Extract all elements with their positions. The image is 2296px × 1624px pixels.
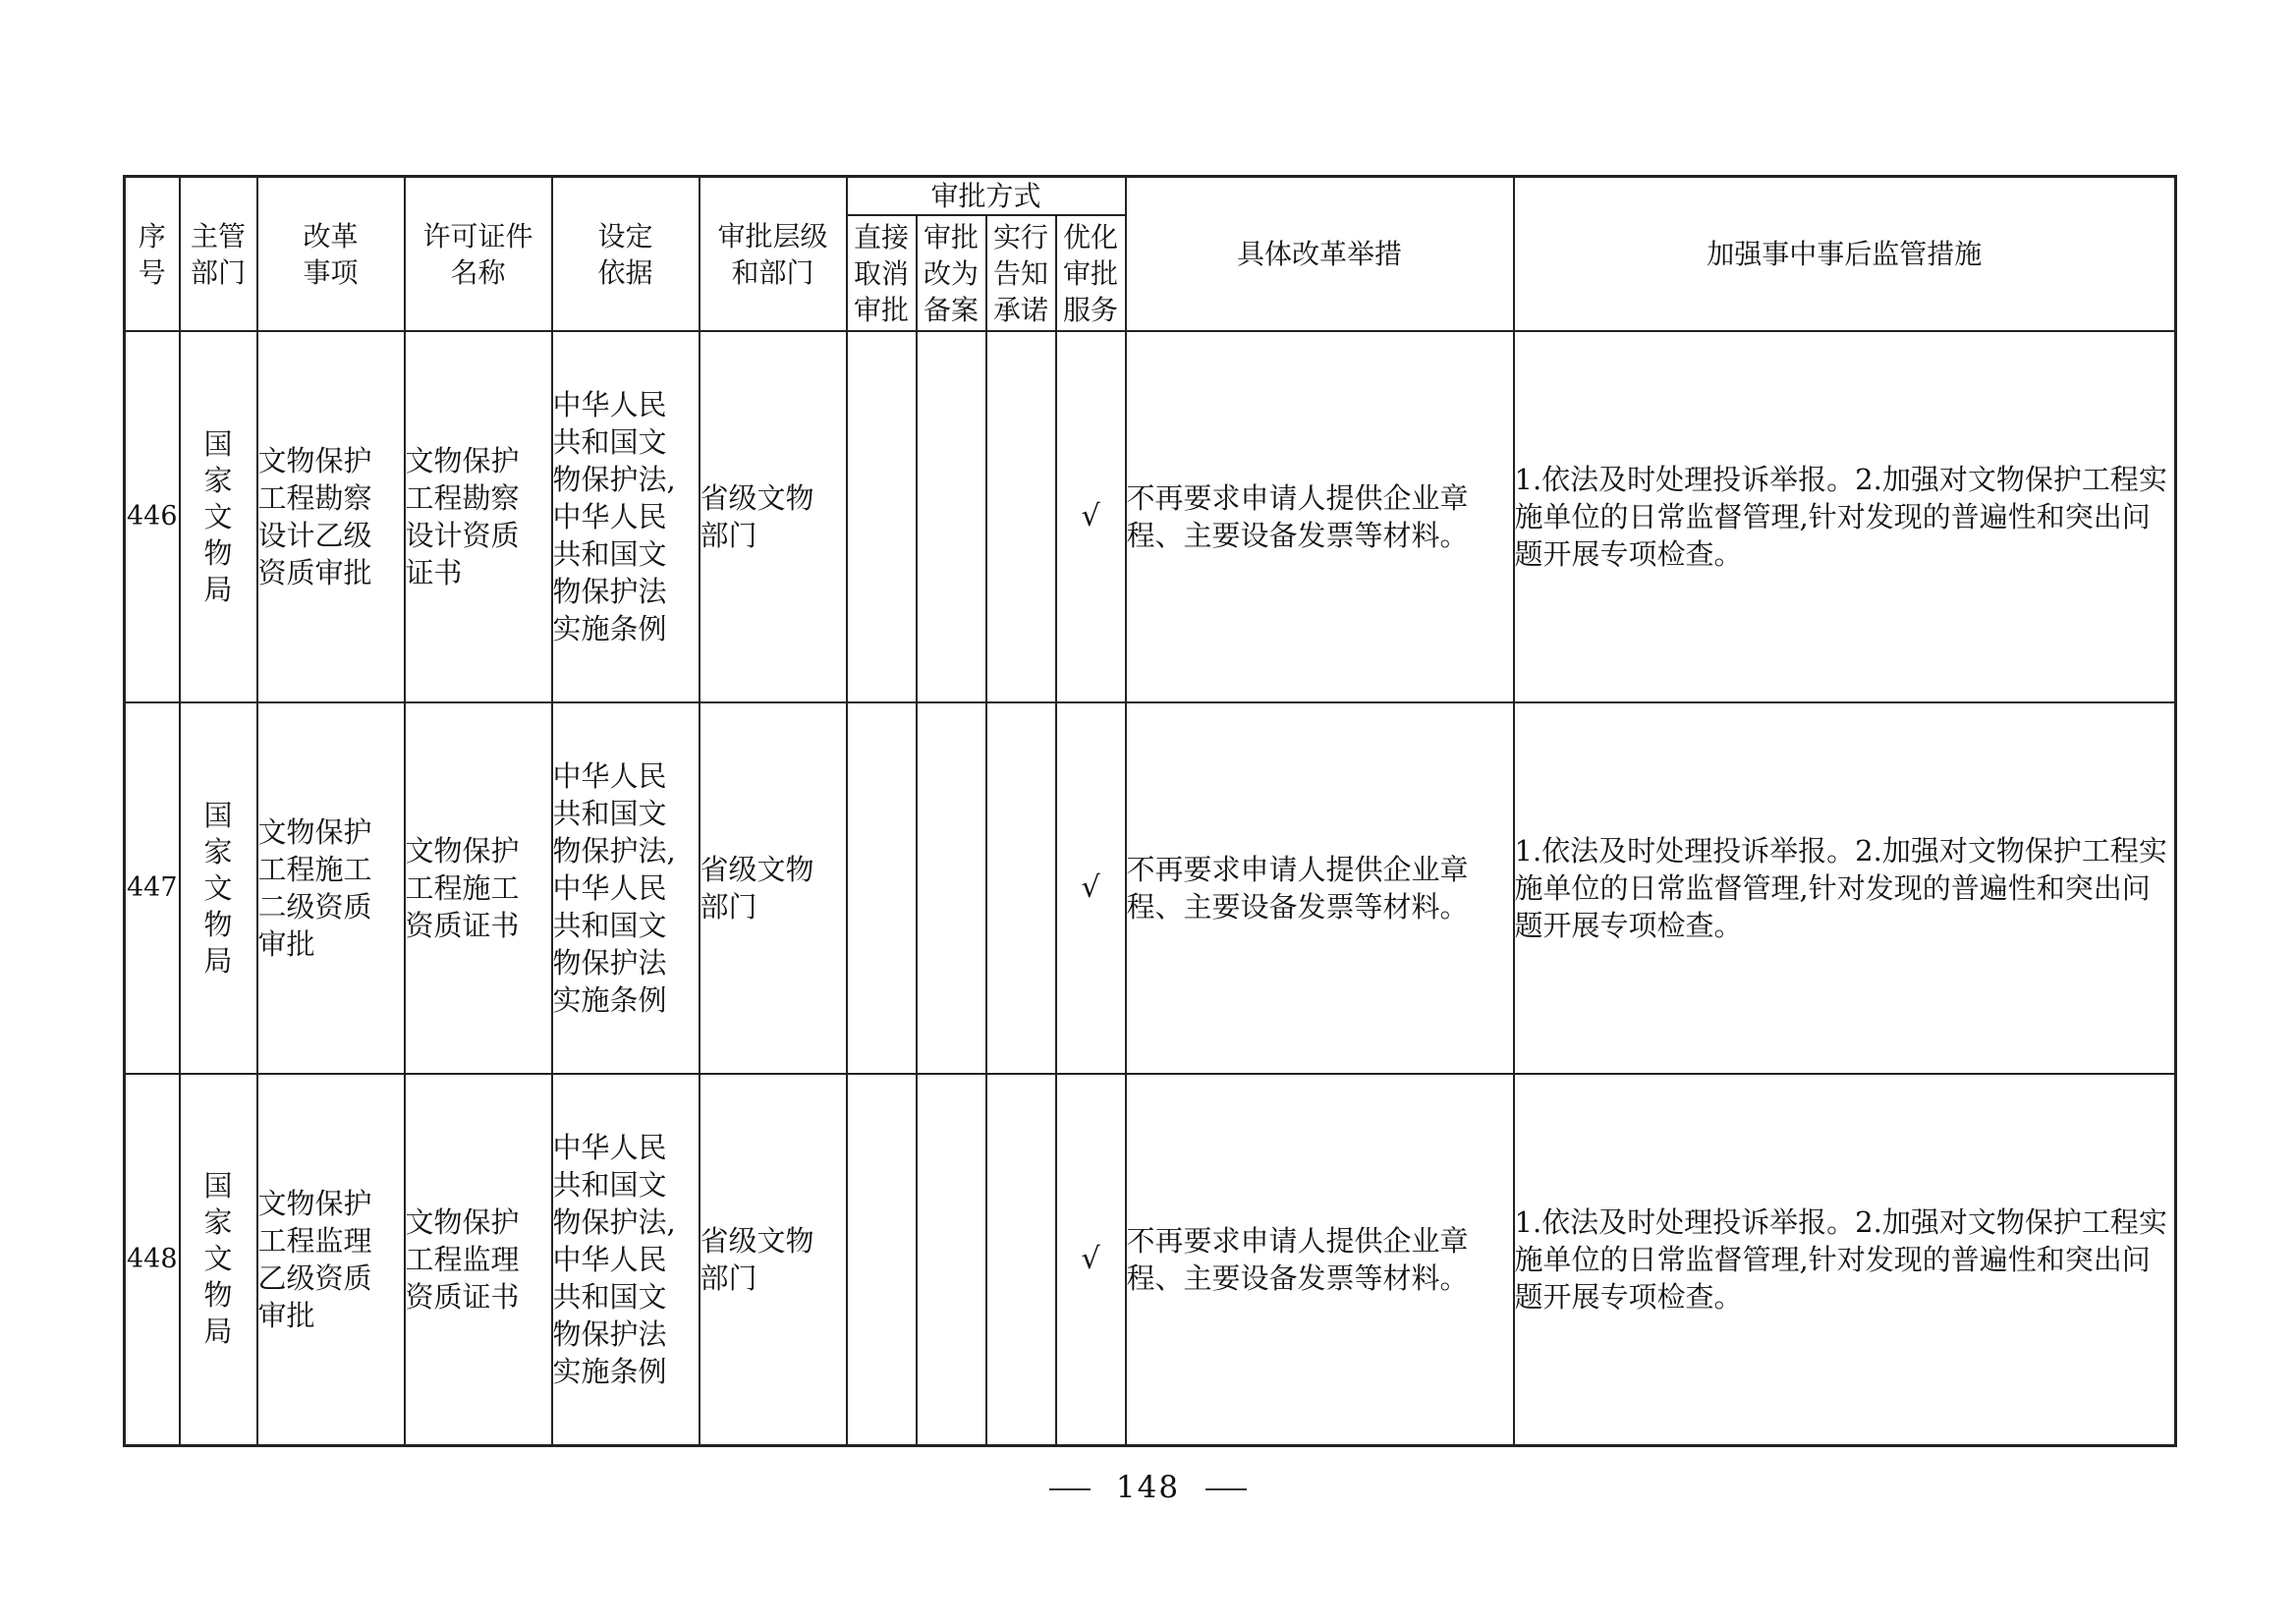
table-row bbox=[125, 1074, 2176, 1445]
cell-cancel bbox=[847, 1074, 917, 1445]
header-approval-group: 审批方式 bbox=[847, 177, 1126, 216]
cell-cancel bbox=[847, 702, 917, 1074]
cell-cancel bbox=[847, 331, 917, 702]
table-row bbox=[125, 331, 2176, 702]
header-cancel: 直接 取消 审批 bbox=[847, 215, 917, 331]
cell-level: 省级文物 部门 bbox=[700, 702, 847, 1074]
cell-item: 文物保护 工程勘察 设计乙级 资质审批 bbox=[257, 331, 405, 702]
cell-supervision: 1.依法及时处理投诉举报。2.加强对文物保护工程实施单位的日常监督管理,针对发现的普遍性和突出问题开展专项检查。 bbox=[1514, 331, 2176, 702]
cell-basis: 中华人民 共和国文 物保护法, 中华人民 共和国文 物保护法 实施条例 bbox=[552, 331, 700, 702]
cell-level: 省级文物 部门 bbox=[700, 331, 847, 702]
header-dept: 主管 部门 bbox=[180, 177, 257, 332]
header-license: 许可证件 名称 bbox=[405, 177, 552, 332]
footer-dash-right bbox=[1205, 1488, 1247, 1490]
cell-record bbox=[917, 702, 986, 1074]
cell-notify bbox=[986, 702, 1056, 1074]
table-row bbox=[125, 702, 2176, 1074]
cell-measures: 不再要求申请人提供企业章程、主要设备发票等材料。 bbox=[1126, 331, 1514, 702]
header-record: 审批 改为 备案 bbox=[917, 215, 986, 331]
cell-item: 文物保护 工程施工 二级资质 审批 bbox=[257, 702, 405, 1074]
cell-optimize-check: √ bbox=[1056, 331, 1126, 702]
header-row-1 bbox=[125, 177, 2176, 216]
cell-license: 文物保护 工程施工 资质证书 bbox=[405, 702, 552, 1074]
header-optimize: 优化 审批 服务 bbox=[1056, 215, 1126, 331]
cell-basis: 中华人民 共和国文 物保护法, 中华人民 共和国文 物保护法 实施条例 bbox=[552, 1074, 700, 1445]
header-item: 改革 事项 bbox=[257, 177, 405, 332]
cell-record bbox=[917, 331, 986, 702]
cell-supervision: 1.依法及时处理投诉举报。2.加强对文物保护工程实施单位的日常监督管理,针对发现的普遍性和突出问题开展专项检查。 bbox=[1514, 1074, 2176, 1445]
cell-record bbox=[917, 1074, 986, 1445]
cell-seq: 447 bbox=[125, 702, 180, 1074]
cell-dept: 国家文物局 bbox=[180, 331, 257, 702]
header-level: 审批层级 和部门 bbox=[700, 177, 847, 332]
cell-supervision: 1.依法及时处理投诉举报。2.加强对文物保护工程实施单位的日常监督管理,针对发现的普遍性和突出问题开展专项检查。 bbox=[1514, 702, 2176, 1074]
footer-dash-left bbox=[1049, 1488, 1091, 1490]
cell-basis: 中华人民 共和国文 物保护法, 中华人民 共和国文 物保护法 实施条例 bbox=[552, 702, 700, 1074]
cell-measures: 不再要求申请人提供企业章程、主要设备发票等材料。 bbox=[1126, 702, 1514, 1074]
page-number: 148 bbox=[1115, 1470, 1181, 1505]
cell-seq: 448 bbox=[125, 1074, 180, 1445]
header-seq: 序 号 bbox=[125, 177, 180, 332]
header-basis: 设定 依据 bbox=[552, 177, 700, 332]
cell-notify bbox=[986, 1074, 1056, 1445]
approval-reform-table bbox=[123, 175, 2177, 1447]
cell-seq: 446 bbox=[125, 331, 180, 702]
cell-license: 文物保护 工程勘察 设计资质 证书 bbox=[405, 331, 552, 702]
cell-optimize-check: √ bbox=[1056, 702, 1126, 1074]
header-supervision: 加强事中事后监管措施 bbox=[1514, 177, 2176, 332]
header-measures: 具体改革举措 bbox=[1126, 177, 1514, 332]
cell-item: 文物保护 工程监理 乙级资质 审批 bbox=[257, 1074, 405, 1445]
cell-dept: 国家文物局 bbox=[180, 702, 257, 1074]
cell-optimize-check: √ bbox=[1056, 1074, 1126, 1445]
cell-license: 文物保护 工程监理 资质证书 bbox=[405, 1074, 552, 1445]
cell-dept: 国家文物局 bbox=[180, 1074, 257, 1445]
cell-level: 省级文物 部门 bbox=[700, 1074, 847, 1445]
cell-notify bbox=[986, 331, 1056, 702]
header-notify: 实行 告知 承诺 bbox=[986, 215, 1056, 331]
page-footer bbox=[0, 1470, 2296, 1505]
cell-measures: 不再要求申请人提供企业章程、主要设备发票等材料。 bbox=[1126, 1074, 1514, 1445]
